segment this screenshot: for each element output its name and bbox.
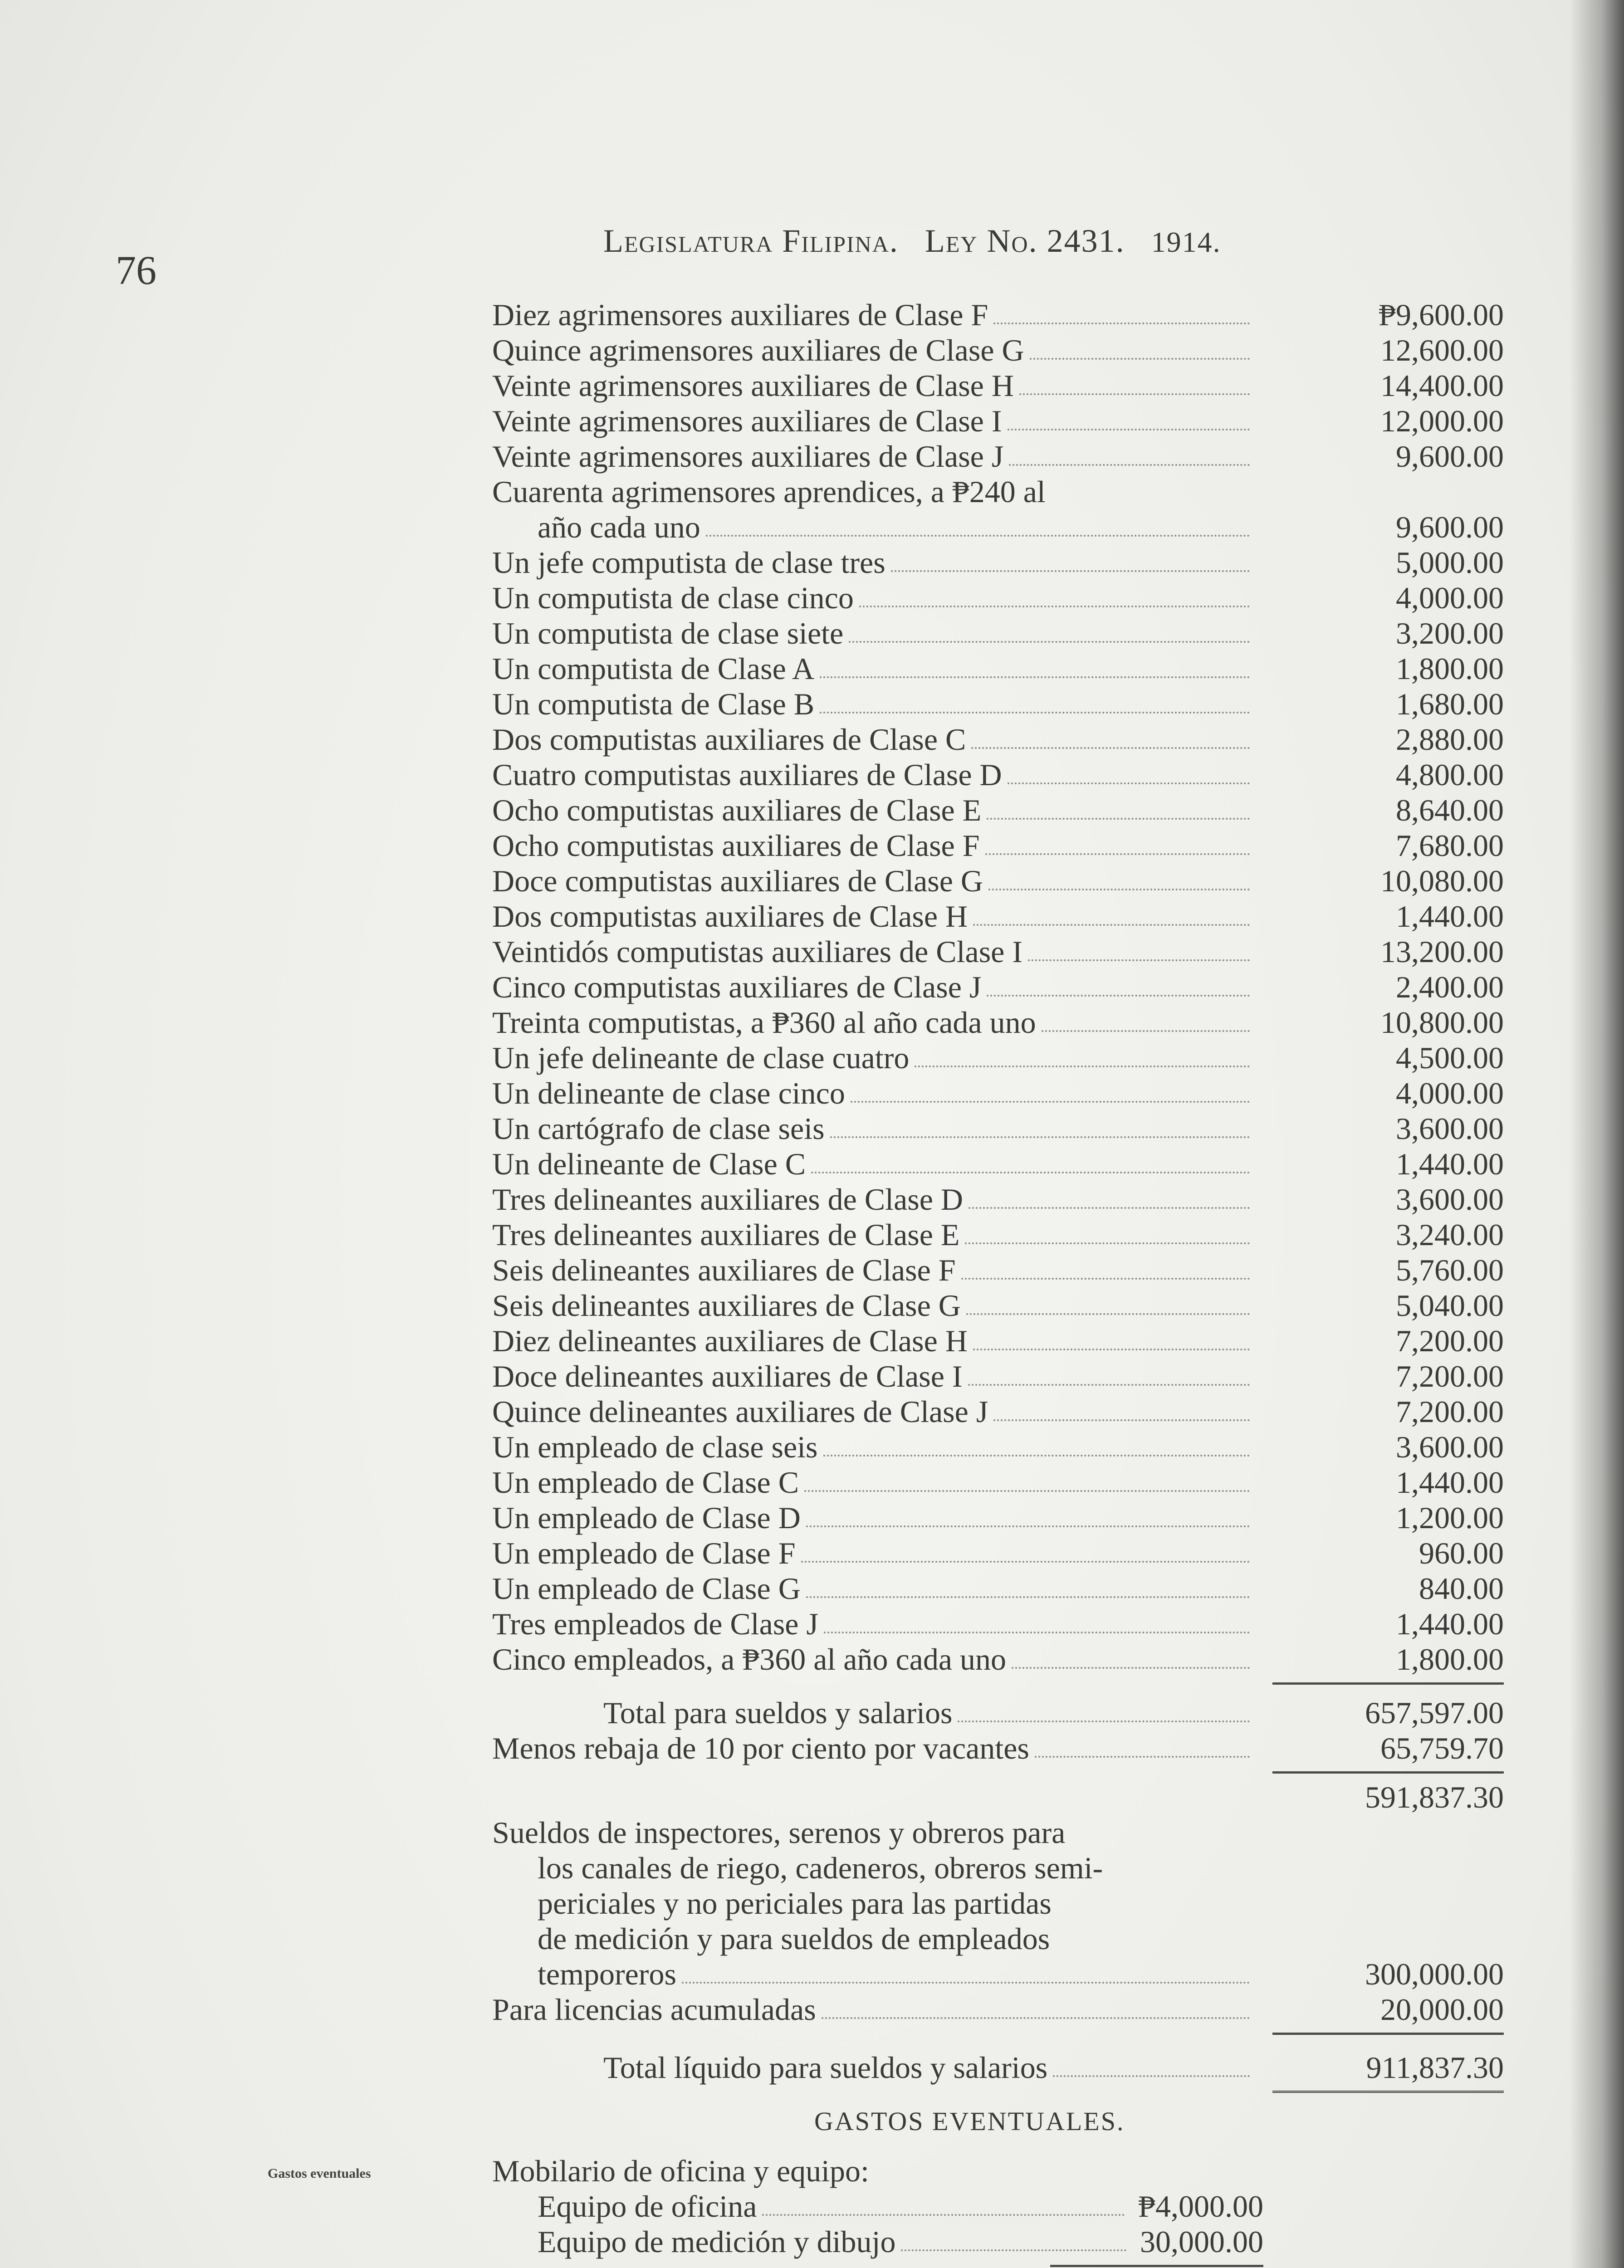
list-item bbox=[492, 297, 1504, 332]
list-item bbox=[492, 368, 1504, 403]
header-title: Legislatura Filipina. bbox=[603, 223, 899, 259]
item-amount: 5,000.00 bbox=[1396, 545, 1504, 580]
item-label: Sueldos de inspectores, serenos y obreros para bbox=[492, 1815, 1066, 1850]
item-label: Un computista de clase cinco bbox=[492, 581, 854, 615]
dot-leader bbox=[1053, 2073, 1250, 2077]
item-amount: 3,240.00 bbox=[1396, 1217, 1504, 1252]
list-item bbox=[492, 1040, 1504, 1075]
item-label: Cinco computistas auxiliares de Clase J bbox=[492, 970, 982, 1004]
item-label: Un empleado de clase seis bbox=[492, 1430, 818, 1464]
item-label: temporeros bbox=[538, 1957, 676, 1991]
item-amount: 30,000.00 bbox=[1140, 2224, 1263, 2259]
item-label: Cinco empleados, a ₱360 al año cada uno bbox=[492, 1642, 1007, 1677]
spacer bbox=[492, 2144, 1504, 2153]
item-label: Un computista de Clase B bbox=[492, 687, 815, 721]
item-label: Tres delineantes auxiliares de Clase D bbox=[492, 1182, 963, 1217]
section-heading bbox=[492, 2099, 1504, 2144]
item-label: Un empleado de Clase G bbox=[492, 1571, 801, 1606]
list-item bbox=[492, 792, 1504, 828]
item-amount: 960.00 bbox=[1419, 1536, 1504, 1570]
item-label: Un computista de Clase A bbox=[492, 651, 815, 686]
item-label: Equipo de medición y dibujo bbox=[538, 2224, 896, 2259]
list-item bbox=[492, 1323, 1504, 1359]
list-item bbox=[492, 1005, 1504, 1040]
item-label: Doce delineantes auxiliares de Clase I bbox=[492, 1359, 963, 1393]
item-label: Un empleado de Clase C bbox=[492, 1465, 799, 1500]
dot-leader bbox=[1008, 781, 1250, 784]
dot-leader bbox=[968, 1382, 1250, 1386]
dot-leader bbox=[987, 816, 1250, 820]
list-item bbox=[492, 509, 1504, 545]
list-item bbox=[492, 474, 1504, 509]
list-item bbox=[492, 332, 1504, 368]
item-label: los canales de riego, cadeneros, obreros semi- bbox=[538, 1851, 1103, 1885]
item-label: Un cartógrafo de clase seis bbox=[492, 1111, 825, 1146]
dot-leader bbox=[966, 1311, 1250, 1315]
total-liquido-rule bbox=[492, 2027, 1504, 2041]
list-item bbox=[492, 1146, 1504, 1182]
list-item bbox=[492, 651, 1504, 686]
header-law: Ley No. 2431. bbox=[925, 223, 1125, 259]
margin-note: Gastos eventuales bbox=[268, 2166, 371, 2181]
list-item bbox=[492, 545, 1504, 580]
item-amount: 7,680.00 bbox=[1396, 828, 1504, 863]
item-amount: 2,400.00 bbox=[1396, 970, 1504, 1004]
item-label: Tres empleados de Clase J bbox=[492, 1607, 818, 1641]
item-label: Ocho computistas auxiliares de Clase F bbox=[492, 828, 980, 863]
item-amount: 7,200.00 bbox=[1396, 1359, 1504, 1393]
dot-leader bbox=[993, 321, 1250, 324]
item-amount: 4,000.00 bbox=[1396, 1076, 1504, 1110]
item-amount: 1,800.00 bbox=[1396, 651, 1504, 686]
list-item bbox=[492, 828, 1504, 863]
item-label: Quince delineantes auxiliares de Clase J bbox=[492, 1394, 988, 1429]
list-item bbox=[492, 969, 1504, 1005]
item-label: Un jefe delineante de clase cuatro bbox=[492, 1041, 910, 1075]
item-label: Un jefe computista de clase tres bbox=[492, 545, 885, 580]
list-item bbox=[492, 1465, 1504, 1500]
list-item bbox=[492, 1394, 1504, 1429]
item-label: Mobilario de oficina y equipo: bbox=[492, 2154, 869, 2188]
item-label: Dos computistas auxiliares de Clase C bbox=[492, 722, 966, 757]
item-amount: 300,000.00 bbox=[1365, 1957, 1504, 1991]
list-item bbox=[492, 1500, 1504, 1535]
gastos-item bbox=[492, 2189, 1504, 2224]
item-label: Un delineante de clase cinco bbox=[492, 1076, 845, 1110]
dot-leader bbox=[1019, 391, 1250, 395]
item-label: Total líquido para sueldos y salarios bbox=[603, 2050, 1048, 2085]
list-item bbox=[492, 1288, 1504, 1323]
item-label: Cuatro computistas auxiliares de Clase D bbox=[492, 758, 1002, 792]
list-item bbox=[492, 1252, 1504, 1288]
item-label: Un empleado de Clase D bbox=[492, 1501, 801, 1535]
dot-leader bbox=[1008, 427, 1250, 430]
item-amount: 1,440.00 bbox=[1396, 899, 1504, 934]
item-label: Seis delineantes auxiliares de Clase G bbox=[492, 1288, 961, 1323]
gastos-subrule bbox=[492, 2259, 1504, 2268]
dot-leader bbox=[804, 1488, 1250, 1492]
gastos-item bbox=[492, 2224, 1504, 2259]
inspectors-line bbox=[492, 1850, 1504, 1886]
inspectors-line bbox=[492, 1956, 1504, 1992]
item-label: Para licencias acumuladas bbox=[492, 1992, 816, 2027]
binding-shadow bbox=[1570, 0, 1624, 2268]
inspectors-line bbox=[492, 1921, 1504, 1956]
header-year: 1914. bbox=[1151, 226, 1221, 258]
dot-leader bbox=[851, 1099, 1250, 1103]
net-rule bbox=[492, 1766, 1504, 1779]
list-item bbox=[492, 934, 1504, 969]
list-item bbox=[492, 1217, 1504, 1252]
gastos-heading: GASTOS EVENTUALES. bbox=[814, 2107, 1125, 2136]
gastos-subrule-line bbox=[1050, 2265, 1263, 2267]
item-label: Veinte agrimensores auxiliares de Clase H bbox=[492, 368, 1014, 403]
item-label: Diez delineantes auxiliares de Clase H bbox=[492, 1324, 968, 1358]
dot-leader bbox=[706, 533, 1250, 537]
item-label: Doce computistas auxiliares de Clase G bbox=[492, 864, 983, 898]
item-label: Seis delineantes auxiliares de Clase F bbox=[492, 1253, 956, 1287]
list-item bbox=[492, 1606, 1504, 1642]
spacer bbox=[492, 2041, 1504, 2050]
item-label: Veinte agrimensores auxiliares de Clase J bbox=[492, 439, 1004, 474]
double-rule bbox=[492, 2085, 1504, 2099]
subtotal-rule-line bbox=[1272, 1682, 1504, 1685]
item-amount: 9,600.00 bbox=[1396, 439, 1504, 474]
item-amount: 1,440.00 bbox=[1396, 1147, 1504, 1181]
item-label: Dos computistas auxiliares de Clase H bbox=[492, 899, 968, 934]
item-label: Un computista de clase siete bbox=[492, 616, 844, 650]
dot-leader bbox=[824, 1630, 1250, 1633]
list-item bbox=[492, 580, 1504, 616]
appropriation-list bbox=[492, 297, 1504, 2268]
list-item bbox=[492, 439, 1504, 474]
item-amount: 14,400.00 bbox=[1380, 368, 1504, 403]
dot-leader bbox=[901, 2248, 1126, 2251]
dot-leader bbox=[1012, 1665, 1250, 1669]
item-amount: 5,040.00 bbox=[1396, 1288, 1504, 1323]
item-amount: 840.00 bbox=[1419, 1571, 1504, 1606]
item-amount: 8,640.00 bbox=[1396, 793, 1504, 827]
inspectors-line bbox=[492, 1815, 1504, 1850]
item-amount: 591,837.30 bbox=[1365, 1780, 1504, 1814]
dot-leader bbox=[682, 1980, 1250, 1984]
page-number: 76 bbox=[116, 248, 157, 293]
net-row bbox=[492, 1779, 1504, 1815]
dot-leader bbox=[985, 851, 1250, 855]
item-amount: 3,600.00 bbox=[1396, 1182, 1504, 1217]
list-item bbox=[492, 1075, 1504, 1111]
item-label: Veinte agrimensores auxiliares de Clase I bbox=[492, 404, 1002, 438]
item-amount: 7,200.00 bbox=[1396, 1394, 1504, 1429]
dot-leader bbox=[987, 993, 1250, 997]
total-liquido-row bbox=[492, 2050, 1504, 2085]
item-amount: 4,000.00 bbox=[1396, 581, 1504, 615]
list-item bbox=[492, 403, 1504, 439]
net-rule-line bbox=[1272, 1771, 1504, 1774]
item-amount: 7,200.00 bbox=[1396, 1324, 1504, 1358]
item-amount: 3,600.00 bbox=[1396, 1430, 1504, 1464]
item-amount: 65,759.70 bbox=[1380, 1731, 1504, 1765]
dot-leader bbox=[973, 1347, 1250, 1350]
item-label: Ocho computistas auxiliares de Clase E bbox=[492, 793, 982, 827]
item-label: de medición y para sueldos de empleados bbox=[538, 1921, 1050, 1956]
item-amount: 1,440.00 bbox=[1396, 1607, 1504, 1641]
dot-leader bbox=[969, 1205, 1250, 1209]
list-item bbox=[492, 899, 1504, 934]
item-amount: 9,600.00 bbox=[1396, 510, 1504, 544]
list-item bbox=[492, 722, 1504, 757]
item-amount: 1,800.00 bbox=[1396, 1642, 1504, 1677]
dot-leader bbox=[823, 1453, 1250, 1457]
list-item bbox=[492, 1111, 1504, 1146]
list-item bbox=[492, 1571, 1504, 1606]
total-row bbox=[492, 1695, 1504, 1730]
dot-leader bbox=[820, 675, 1250, 678]
item-amount: 1,200.00 bbox=[1396, 1501, 1504, 1535]
total-liquido-rule-line bbox=[1272, 2033, 1504, 2035]
item-amount: 3,600.00 bbox=[1396, 1111, 1504, 1146]
list-item bbox=[492, 863, 1504, 899]
item-amount: 657,597.00 bbox=[1365, 1696, 1504, 1730]
dot-leader bbox=[988, 887, 1250, 890]
dot-leader bbox=[1028, 958, 1250, 961]
item-amount: 4,500.00 bbox=[1396, 1041, 1504, 1075]
dot-leader bbox=[822, 2015, 1250, 2019]
subtotal-rule bbox=[492, 1677, 1504, 1691]
item-label: Total para sueldos y salarios bbox=[603, 1696, 953, 1730]
gastos-intro bbox=[492, 2153, 1504, 2189]
dot-leader bbox=[993, 1418, 1250, 1421]
item-amount: 5,760.00 bbox=[1396, 1253, 1504, 1287]
dot-leader bbox=[958, 1719, 1250, 1722]
dot-leader bbox=[1035, 1754, 1250, 1758]
licencias-row bbox=[492, 1992, 1504, 2027]
item-amount: 2,880.00 bbox=[1396, 722, 1504, 757]
item-label: Tres delineantes auxiliares de Clase E bbox=[492, 1217, 960, 1252]
item-amount: 13,200.00 bbox=[1380, 934, 1504, 969]
dot-leader bbox=[801, 1559, 1250, 1563]
item-label: Cuarenta agrimensores aprendices, a ₱240 al bbox=[492, 474, 1046, 509]
list-item bbox=[492, 1535, 1504, 1571]
item-amount: 911,837.30 bbox=[1366, 2050, 1504, 2085]
item-amount: 10,080.00 bbox=[1380, 864, 1504, 898]
list-item bbox=[492, 1429, 1504, 1465]
double-rule-line bbox=[1272, 2091, 1504, 2093]
spacer bbox=[492, 1691, 1504, 1695]
item-amount: 10,800.00 bbox=[1380, 1005, 1504, 1040]
item-amount: 1,440.00 bbox=[1396, 1465, 1504, 1500]
dot-leader bbox=[971, 745, 1250, 749]
dot-leader bbox=[859, 604, 1250, 607]
dot-leader bbox=[806, 1524, 1250, 1527]
dot-leader bbox=[762, 2212, 1125, 2216]
deduction-row bbox=[492, 1730, 1504, 1766]
dot-leader bbox=[1042, 1028, 1250, 1032]
dot-leader bbox=[1009, 462, 1250, 466]
item-label: Un delineante de Clase C bbox=[492, 1147, 806, 1181]
item-amount: 12,000.00 bbox=[1380, 404, 1504, 438]
item-label: periciales y no periciales para las partidas bbox=[538, 1886, 1052, 1921]
item-amount: 20,000.00 bbox=[1380, 1992, 1504, 2027]
item-amount: ₱4,000.00 bbox=[1138, 2189, 1263, 2224]
dot-leader bbox=[820, 710, 1250, 714]
dot-leader bbox=[849, 639, 1250, 643]
item-label: Veintidós computistas auxiliares de Clase I bbox=[492, 934, 1022, 969]
dot-leader bbox=[961, 1276, 1250, 1280]
item-label: Quince agrimensores auxiliares de Clase G bbox=[492, 333, 1024, 367]
dot-leader bbox=[973, 922, 1250, 926]
list-item bbox=[492, 686, 1504, 722]
item-amount: ₱9,600.00 bbox=[1379, 298, 1504, 332]
inspectors-line bbox=[492, 1886, 1504, 1921]
item-amount: 12,600.00 bbox=[1380, 333, 1504, 367]
item-label: Menos rebaja de 10 por ciento por vacantes bbox=[492, 1731, 1029, 1765]
item-label: Equipo de oficina bbox=[538, 2189, 757, 2224]
dot-leader bbox=[1030, 356, 1250, 360]
running-header bbox=[603, 222, 1239, 260]
list-item bbox=[492, 1359, 1504, 1394]
item-label: Diez agrimensores auxiliares de Clase F bbox=[492, 298, 988, 332]
list-item bbox=[492, 757, 1504, 792]
dot-leader bbox=[915, 1064, 1250, 1067]
item-label: año cada uno bbox=[538, 510, 700, 544]
list-item bbox=[492, 1182, 1504, 1217]
dot-leader bbox=[811, 1170, 1250, 1173]
list-item bbox=[492, 1642, 1504, 1677]
item-label: Un empleado de Clase F bbox=[492, 1536, 796, 1570]
item-amount: 4,800.00 bbox=[1396, 758, 1504, 792]
item-amount: 1,680.00 bbox=[1396, 687, 1504, 721]
list-item bbox=[492, 616, 1504, 651]
item-label: Treinta computistas, a ₱360 al año cada uno bbox=[492, 1005, 1036, 1040]
dot-leader bbox=[891, 568, 1250, 572]
dot-leader bbox=[806, 1594, 1250, 1598]
dot-leader bbox=[965, 1241, 1250, 1244]
item-amount: 3,200.00 bbox=[1396, 616, 1504, 650]
dot-leader bbox=[830, 1134, 1250, 1138]
